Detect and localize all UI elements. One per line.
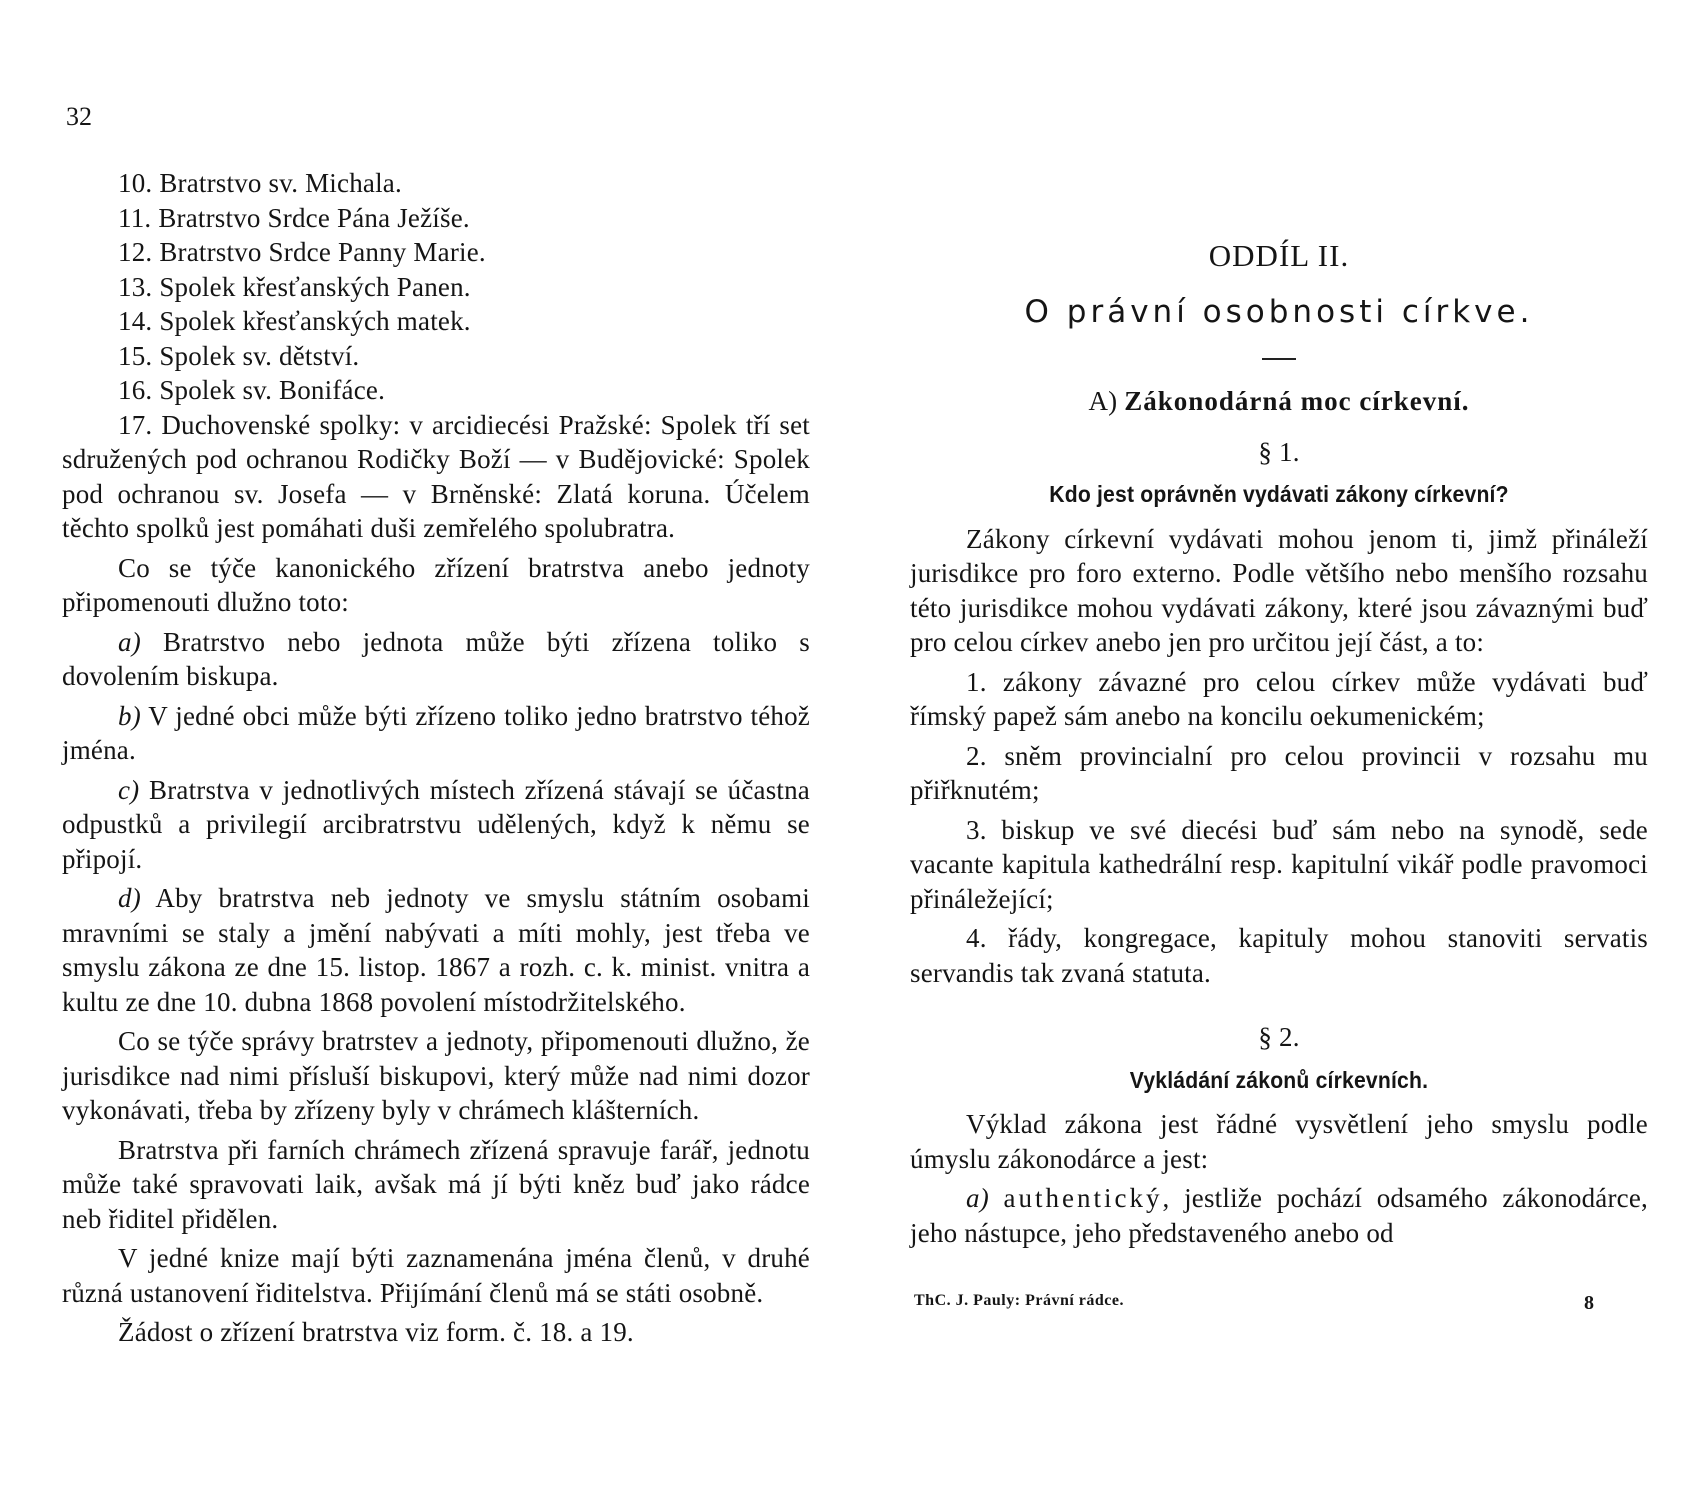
- section-a-heading: [910, 384, 1648, 419]
- item-text: Spolek sv. dětství.: [159, 340, 360, 371]
- division-heading: ODDÍL II.: [1208, 238, 1350, 273]
- point-label: c): [118, 774, 140, 805]
- item-number: 16.: [118, 375, 153, 405]
- item-text: Spolek křesťanských Panen.: [159, 271, 471, 302]
- list-item-17: 17. Duchovenské spolky: v arcidiecési Pražské: Spolek tří set sdružených pod ochranou Rodičky Boží — v Budějovické: Spolek pod ochranou sv. Josefa — v Brněnské: Zlatá koruna. Účelem těchto spolků jest pomáhati duši zemřelého spolubratra.: [62, 409, 810, 543]
- list-item: [62, 373, 810, 408]
- administration-paragraph: Co se týče správy bratrstev a jednoty, připomenouti dlužno, že jurisdikce nad nimi přísluší biskupovi, který může nad nimi dozor vykonávati, třeba by zřízeny byly v chrámech klášterních.: [62, 1026, 810, 1125]
- item-text: Spolek křesťanských matek.: [159, 306, 471, 336]
- request-paragraph: Žádost o zřízení bratrstva viz form. č. 18. a 19.: [118, 1317, 634, 1347]
- sheet-number: 8: [1584, 1292, 1594, 1314]
- point-text: V jedné obci může býti zřízeno toliko jedno bratrstvo téhož jména.: [62, 700, 810, 765]
- item-number: 10.: [118, 168, 153, 198]
- point-label: a): [118, 626, 141, 657]
- intro-paragraph: Co se týče kanonického zřízení bratrstva anebo jednoty připomenouti dlužno toto:: [62, 552, 810, 617]
- point-label: a): [966, 1183, 989, 1213]
- item-text: Bratrstvo Srdce Panny Marie.: [159, 237, 486, 267]
- parish-paragraph: Bratrstva při farních chrámech zřízená spravuje farář, jednotu může také spravovati laik, avšak má jí býti kněz buď jako rádce neb řiditel přidělen.: [62, 1134, 810, 1234]
- section-1-item: 3. biskup ve své diecési buď sám nebo na synodě, sede vacante kapitula kathedrální resp. kapitulní vikář podle pravomoci přináležející;: [910, 814, 1648, 914]
- list-item: [62, 235, 810, 270]
- section-1-title: Kdo jest oprávněn vydávati zákony církevní?: [1049, 481, 1509, 507]
- section-2-mark: § 2.: [1258, 1022, 1300, 1052]
- section-1-item: 4. řády, kongregace, kapituly mohou stanoviti servatis servandis tak zvaná statuta.: [910, 923, 1648, 988]
- item-text: Bratrstvo Srdce Pána Ježíše.: [158, 202, 470, 233]
- list-item: [62, 201, 810, 236]
- point-b: [62, 699, 810, 768]
- point-label: b): [118, 700, 141, 731]
- section-1-mark: § 1.: [1258, 436, 1300, 467]
- section-2-title: Vykládání zákonů církevních.: [1129, 1066, 1429, 1093]
- title-divider: [1262, 358, 1296, 360]
- item-number: 15.: [118, 340, 153, 371]
- item-text: Spolek sv. Bonifáce.: [159, 375, 386, 405]
- footer-signature: ThC. J. Pauly: Právní rádce.: [914, 1292, 1124, 1309]
- point-c: [62, 773, 810, 877]
- page-number-left: 32: [66, 102, 92, 131]
- section-1-item: 1. zákony závazné pro celou církev může vydávati buď římský papež sám anebo na koncilu oekumenickém;: [910, 666, 1648, 731]
- list-item: [62, 304, 810, 339]
- point-a: [62, 625, 810, 694]
- item-number: 12.: [118, 237, 153, 267]
- item-text: Bratrstvo sv. Michala.: [159, 168, 402, 198]
- books-paragraph: V jedné knize mají býti zaznamenána jména členů, v druhé různá ustanovení řiditelstva. Přijímání členů má se státi osobně.: [62, 1243, 810, 1308]
- authentic-term: authentický: [1003, 1183, 1163, 1213]
- point-text: Aby bratrstva neb jednoty ve smyslu státním osobami mravními se staly a jmění nabývati a míti mohly, jest třeba ve smyslu zákona ze dne 15. listop. 1867 a rozh. c. k. minist. vnitra a kultu ze dne 10. dubna 1868 povolení místodržitelského.: [62, 883, 810, 1017]
- section-a-prefix: A): [1088, 386, 1118, 416]
- list-item: [62, 166, 810, 201]
- left-page-column: [62, 166, 810, 1350]
- item-number: 14.: [118, 306, 153, 336]
- section-2-intro: Výklad zákona jest řádné vysvětlení jeho smyslu podle úmyslu zákonodárce a jest:: [910, 1109, 1648, 1174]
- item-number: 11.: [118, 202, 152, 233]
- page-footer: [914, 1292, 1594, 1315]
- section-2-point-a: [910, 1181, 1648, 1250]
- section-a-title: Zákonodárná moc církevní.: [1124, 386, 1470, 416]
- point-text: Bratrstvo nebo jednota může býti zřízena toliko s dovolením biskupa.: [62, 626, 810, 691]
- chapter-title: O právní osobnosti církve.: [1024, 294, 1534, 330]
- list-item: [62, 270, 810, 305]
- point-text: , jestliže pochází odsamého zákonodárce, jeho nástupce, jeho představeného anebo od: [910, 1183, 1648, 1248]
- section-1-item: 2. sněm provincialní pro celou provincii v rozsahu mu přiřknutém;: [910, 740, 1648, 805]
- point-d: [62, 881, 810, 1019]
- item-number: 13.: [118, 271, 153, 302]
- list-item: [62, 339, 810, 374]
- section-1-intro: Zákony církevní vydávati mohou jenom ti, jimž přináleží jurisdikce pro foro externo. Podle většího nebo menšího rozsahu této jurisdikce mohou vydávati zákony, které jsou závaznými buď pro celou církev anebo jen pro určitou její část, a to:: [910, 523, 1648, 657]
- point-label: d): [118, 883, 141, 913]
- point-text: Bratrstva v jednotlivých místech zřízená stávají se účastna odpustků a privilegií arcibratrstvu udělených, když k němu se připojí.: [62, 774, 810, 874]
- right-page-column: [910, 236, 1648, 1250]
